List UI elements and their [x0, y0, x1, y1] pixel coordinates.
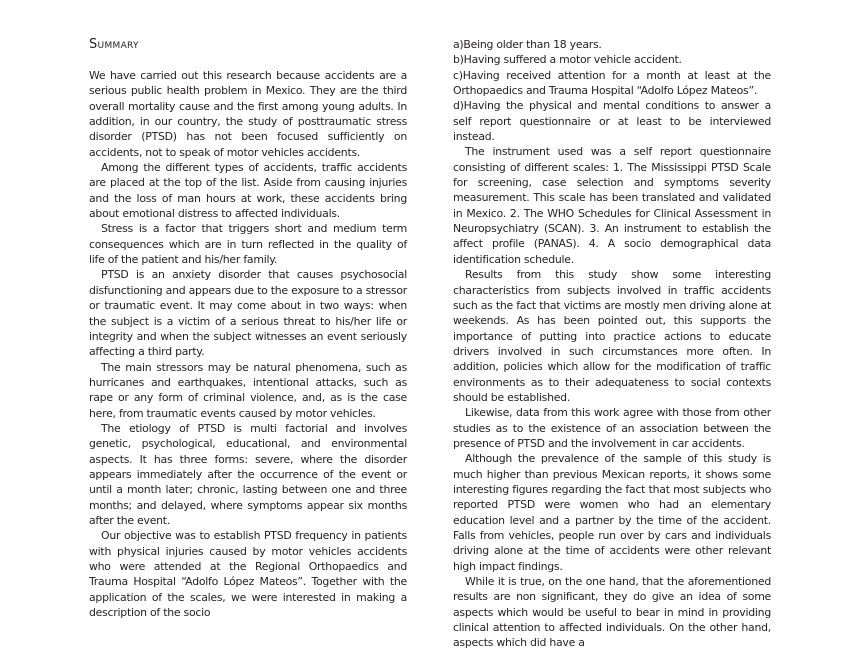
- paragraph: The instrument used was a self report questionnaire consisting of different scales: 1. The Mississippi PTSD Scale for screening, case selection and symptoms severity measurement. This scale has been translated and validated in Mexico. 2. The WHO Schedules for Clinical Assessment in Neuropsychiatry (SCAN). 3. An instrument to establish the affect profile (PANAS). 4. A socio demographical data identification schedule.: [453, 145, 771, 266]
- paragraph: The etiology of PTSD is multi factorial and involves genetic, psychological, educational, and environmental aspects. It has three forms: severe, where the disorder appears immediately after the occurrence of the event or until a month later; chronic, lasting between one and three months; and delayed, where symptoms appear six months after the event.: [89, 421, 407, 527]
- paragraph: Likewise, data from this work agree with those from other studies as to the existence of an association between the presence of PTSD and the involvement in car accidents.: [453, 406, 771, 450]
- inclusion-criterion: c)Having received attention for a month at least at the Orthopaedics and Trauma Hospital “Adolfo López Mateos”.: [453, 68, 771, 98]
- paragraph: Stress is a factor that triggers short and medium term consequences which are in turn reflected in the quality of life of the patient and his/her family.: [89, 222, 407, 267]
- paragraph: Although the prevalence of the sample of this study is much higher than previous Mexican reports, it shows some interesting figures regarding the fact that most subjects who reported PTSD were women who had an elementary education level and a partner by the time of the accident. Falls from vehicles, people run over by cars and individuals driving alone at the time of accidents were other relevant high impact findings.: [453, 452, 771, 573]
- left-column: [89, 37, 407, 620]
- inclusion-criterion: a)Being older than 18 years.: [453, 38, 602, 51]
- right-column: [453, 37, 771, 651]
- inclusion-criterion: b)Having suffered a motor vehicle accident.: [453, 53, 682, 67]
- paragraph: Among the different types of accidents, traffic accidents are placed at the top of the list. Aside from causing injuries and the loss of man hours at work, these accidents bring about emotional distress to affected individuals.: [89, 161, 407, 221]
- paragraph: PTSD is an anxiety disorder that causes psychosocial disfunctioning and appears due to the exposure to a stressor or traumatic event. It may come about in two ways: when the subject is a victim of a serious threat to his/her life or integrity and when the subject witnesses an event seriously affecting a third party.: [89, 268, 407, 359]
- paragraph: The main stressors may be natural phenomena, such as hurricanes and earthquakes, intentional attacks, such as rape or any form of criminal violence, and, as is the case here, from traumatic events caused by motor vehicles.: [89, 360, 407, 420]
- paragraph: Results from this study show some interesting characteristics from subjects involved in traffic accidents such as the fact that victims are mostly men driving alone at weekends. As has been pointed out, this supports the importance of putting into practice actions to educate drivers involved in such circumstances more often. In addition, policies which allow for the modification of traffic environments as to their adequateness to social contexts should be established.: [453, 268, 771, 404]
- section-heading-summary: Summary: [89, 37, 139, 52]
- paragraph: Our objective was to establish PTSD frequency in patients with physical injuries caused by motor vehicles accidents who were attended at the Regional Orthopaedics and Trauma Hospital “Adolfo López Mateos”. Together with the application of the scales, we were interested in making a description of the socio: [89, 529, 407, 620]
- paragraph: We have carried out this research because accidents are a serious public health problem in Mexico. They are the third overall mortality cause and the first among young adults. In addition, in our country, the study of posttraumatic stress disorder (PTSD) has not been focused sufficiently on accidents, not to speak of motor vehicles accidents.: [89, 69, 407, 159]
- inclusion-criterion: d)Having the physical and mental conditions to answer a self report questionnaire or at least to be interviewed instead.: [453, 99, 771, 144]
- paragraph: While it is true, on the one hand, that the aforementioned results are non significant, they do give an idea of some aspects which would be useful to bear in mind in providing clinical attention to affected individuals. On the other hand, aspects which did have a: [453, 575, 771, 650]
